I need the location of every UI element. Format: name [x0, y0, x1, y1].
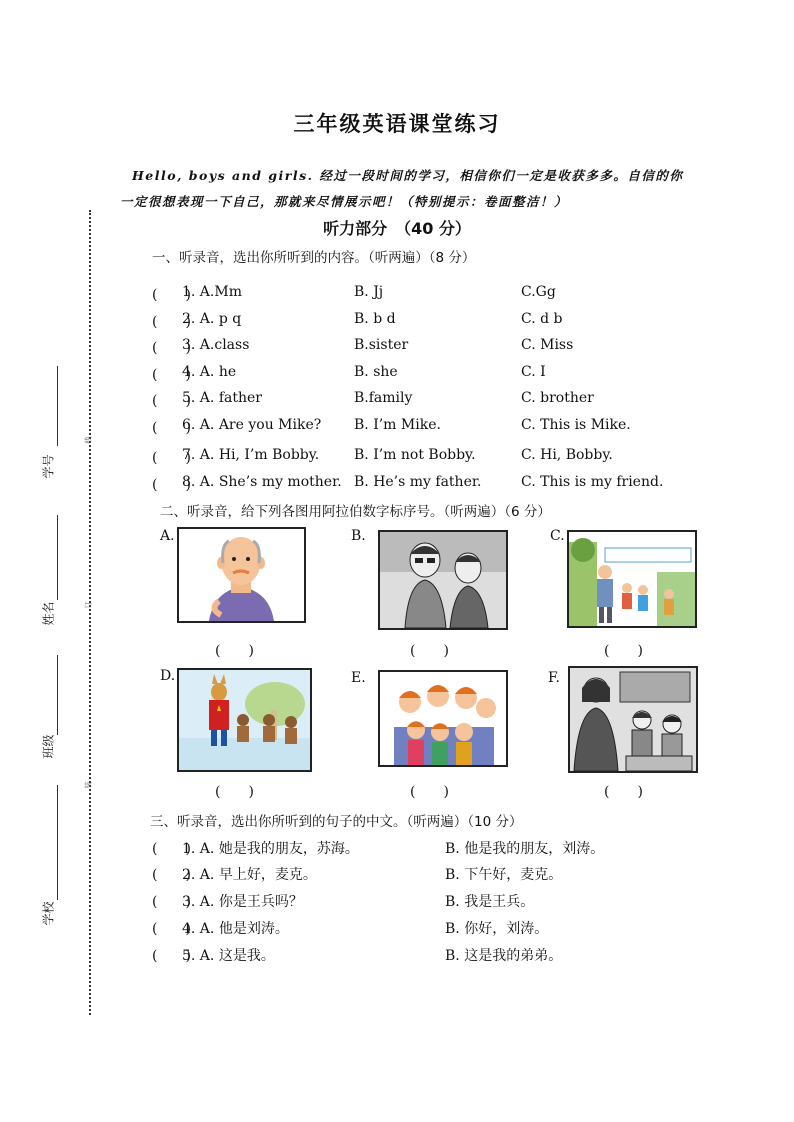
- option-b: B. I’m not Bobby.: [354, 447, 476, 463]
- answer-blank[interactable]: ( ): [152, 314, 191, 330]
- class-label: 班级: [41, 734, 56, 759]
- name-label: 姓名: [41, 601, 56, 626]
- option-a: 5. A. father: [182, 390, 262, 406]
- picture-c-answer-blank[interactable]: ( ): [604, 643, 643, 659]
- option-c: C. brother: [521, 390, 594, 406]
- option-a: 3. A.class: [182, 337, 250, 353]
- answer-blank[interactable]: ( ): [152, 367, 191, 383]
- option-a: 4. A. he: [182, 364, 237, 380]
- option-b: B. 这是我的弟弟。: [445, 948, 563, 964]
- answer-blank[interactable]: ( ): [152, 393, 191, 409]
- answer-blank[interactable]: ( ): [152, 894, 191, 910]
- option-a: 2. A. p q: [182, 311, 242, 327]
- option-b: B. 你好，刘涛。: [445, 921, 549, 937]
- option-a: 3. A. 你是王兵吗？: [182, 894, 303, 910]
- picture-b-label: B.: [351, 528, 366, 544]
- answer-blank[interactable]: ( ): [152, 450, 191, 466]
- answer-blank[interactable]: ( ): [152, 420, 191, 436]
- option-a: 5. A. 这是我。: [182, 948, 275, 964]
- option-c: C. Miss: [521, 337, 574, 353]
- classroom-picture: [568, 666, 698, 773]
- animal-friends-picture: [177, 668, 312, 772]
- page-title: 三年级英语课堂练习: [293, 112, 501, 136]
- margin-mark-2: 订: [84, 601, 93, 609]
- option-c: C. Hi, Bobby.: [521, 447, 613, 463]
- picture-d-answer-blank[interactable]: ( ): [215, 784, 254, 800]
- option-b: B. 他是我的朋友，刘涛。: [445, 841, 605, 857]
- school-blank[interactable]: [57, 785, 58, 900]
- picture-e-answer-blank[interactable]: ( ): [410, 784, 449, 800]
- option-a: 1. A. 她是我的朋友，苏海。: [182, 841, 359, 857]
- answer-blank[interactable]: ( ): [152, 340, 191, 356]
- option-b: B. He’s my father.: [354, 474, 482, 490]
- option-c: C. d b: [521, 311, 563, 327]
- option-b: B. 我是王兵。: [445, 894, 535, 910]
- number-label: 学号: [41, 454, 56, 479]
- picture-a-label: A.: [160, 528, 175, 544]
- option-c: C. This is my friend.: [521, 474, 664, 490]
- margin-mark-1: 线: [84, 436, 93, 444]
- option-a: 1. A.Mm: [182, 284, 242, 300]
- answer-blank[interactable]: ( ): [152, 948, 191, 964]
- option-a: 7. A. Hi, I’m Bobby.: [182, 447, 320, 463]
- picture-f-label: F.: [548, 670, 560, 686]
- father-and-children-picture: [567, 530, 697, 628]
- section2-heading: 二、听录音，给下列各图用阿拉伯数字标序号。（听两遍）（6 分）: [160, 504, 551, 520]
- picture-d-label: D.: [160, 668, 176, 684]
- section3-heading: 三、听录音，选出你所听到的句子的中文。（听两遍）（10 分）: [150, 814, 523, 830]
- bald-man-picture: [177, 527, 306, 623]
- option-a: 6. A. Are you Mike?: [182, 417, 322, 433]
- option-b: B. b d: [354, 311, 396, 327]
- number-blank[interactable]: [57, 366, 58, 446]
- intro-line-1: Hello, boys and girls. 经过一段时间的学习，相信你们一定是收获多多。自信的你: [132, 168, 684, 183]
- picture-b-answer-blank[interactable]: ( ): [410, 643, 449, 659]
- picture-c-label: C.: [550, 528, 565, 544]
- intro-line-2: 一定很想表现一下自己，那就来尽情展示吧！（特别提示：卷面整洁！）: [120, 194, 569, 209]
- answer-blank[interactable]: ( ): [152, 921, 191, 937]
- option-b: B. Jj: [354, 284, 384, 300]
- option-c: C.Gg: [521, 284, 556, 300]
- section1-heading: 一、听录音，选出你所听到的内容。（听两遍）（8 分）: [152, 250, 476, 266]
- option-a: 2. A. 早上好，麦克。: [182, 867, 317, 883]
- answer-blank[interactable]: ( ): [152, 841, 191, 857]
- school-label: 学校: [41, 901, 56, 926]
- option-c: C. This is Mike.: [521, 417, 631, 433]
- option-c: C. I: [521, 364, 546, 380]
- binding-dotted-line: [89, 210, 91, 1015]
- picture-f-answer-blank[interactable]: ( ): [604, 784, 643, 800]
- answer-blank[interactable]: ( ): [152, 867, 191, 883]
- picture-e-label: E.: [351, 670, 366, 686]
- class-blank[interactable]: [57, 655, 58, 735]
- option-b: B. she: [354, 364, 398, 380]
- option-b: B.sister: [354, 337, 409, 353]
- option-a: 8. A. She’s my mother.: [182, 474, 342, 490]
- family-group-picture: [378, 670, 508, 767]
- two-girls-picture: [378, 530, 508, 630]
- picture-a-answer-blank[interactable]: ( ): [215, 643, 254, 659]
- margin-mark-3: 装: [84, 781, 93, 789]
- answer-blank[interactable]: ( ): [152, 287, 191, 303]
- option-b: B. I’m Mike.: [354, 417, 441, 433]
- option-b: B. 下午好，麦克。: [445, 867, 563, 883]
- answer-blank[interactable]: ( ): [152, 477, 191, 493]
- option-b: B.family: [354, 390, 413, 406]
- option-a: 4. A. 他是刘涛。: [182, 921, 289, 937]
- listening-header: 听力部分 （40 分）: [323, 219, 471, 238]
- name-blank[interactable]: [57, 515, 58, 600]
